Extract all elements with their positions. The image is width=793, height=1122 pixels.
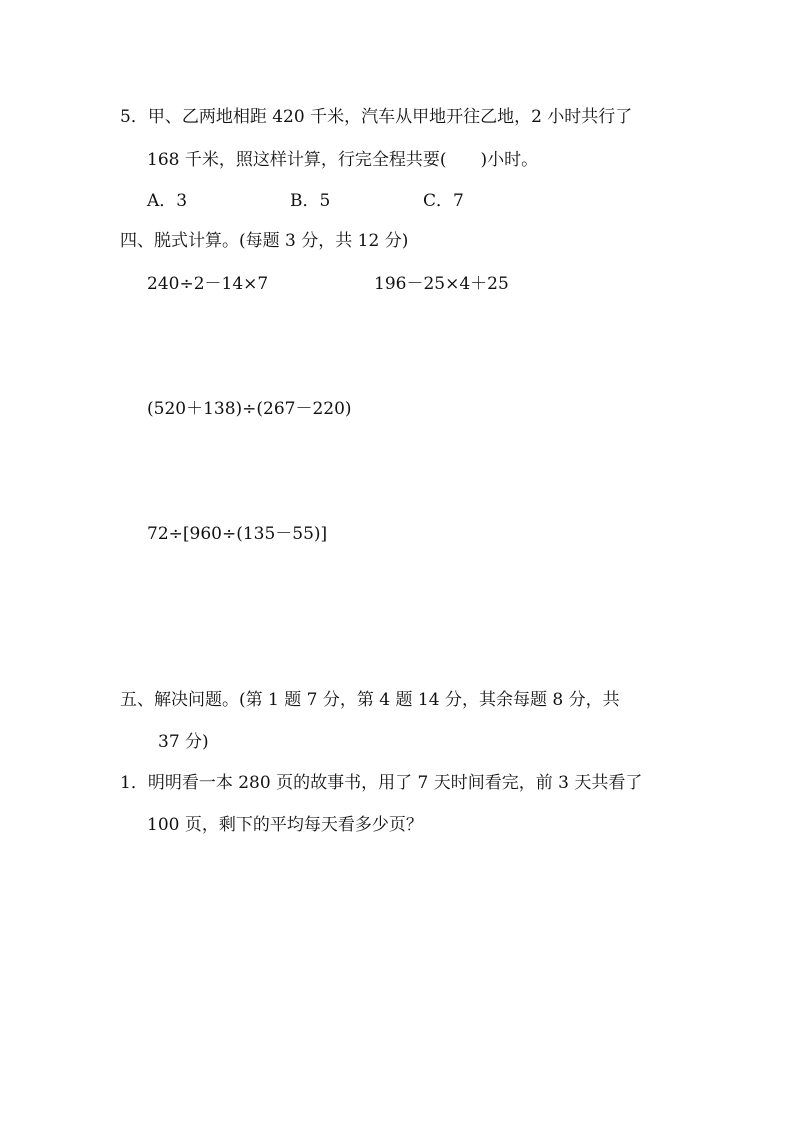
option-b: B．5 (290, 191, 331, 211)
section-5-heading-line-1: 五、解决问题。(第 1 题 7 分，第 4 题 14 分，其余每题 8 分，共 (120, 690, 620, 710)
expression-2: 196－25×4＋25 (374, 274, 509, 294)
option-c: C．7 (423, 191, 464, 211)
problem-1-line-1: 1．明明看一本 280 页的故事书，用了 7 天时间看完，前 3 天共看了 (120, 773, 643, 793)
section-4-heading: 四、脱式计算。(每题 3 分，共 12 分) (120, 231, 409, 251)
question-5-line-1: 5．甲、乙两地相距 420 千米，汽车从甲地开往乙地，2 小时共行了 (120, 107, 633, 127)
question-5-line-2: 168 千米，照这样计算，行完全程共要( )小时。 (147, 150, 539, 170)
option-a: A．3 (147, 191, 188, 211)
expression-3: (520＋138)÷(267－220) (147, 399, 352, 419)
expression-4: 72÷[960÷(135－55)] (147, 524, 328, 544)
section-5-heading-line-2: 37 分) (158, 732, 209, 752)
expression-1: 240÷2－14×7 (147, 274, 269, 294)
problem-1-line-2: 100 页，剩下的平均每天看多少页？ (147, 815, 423, 835)
